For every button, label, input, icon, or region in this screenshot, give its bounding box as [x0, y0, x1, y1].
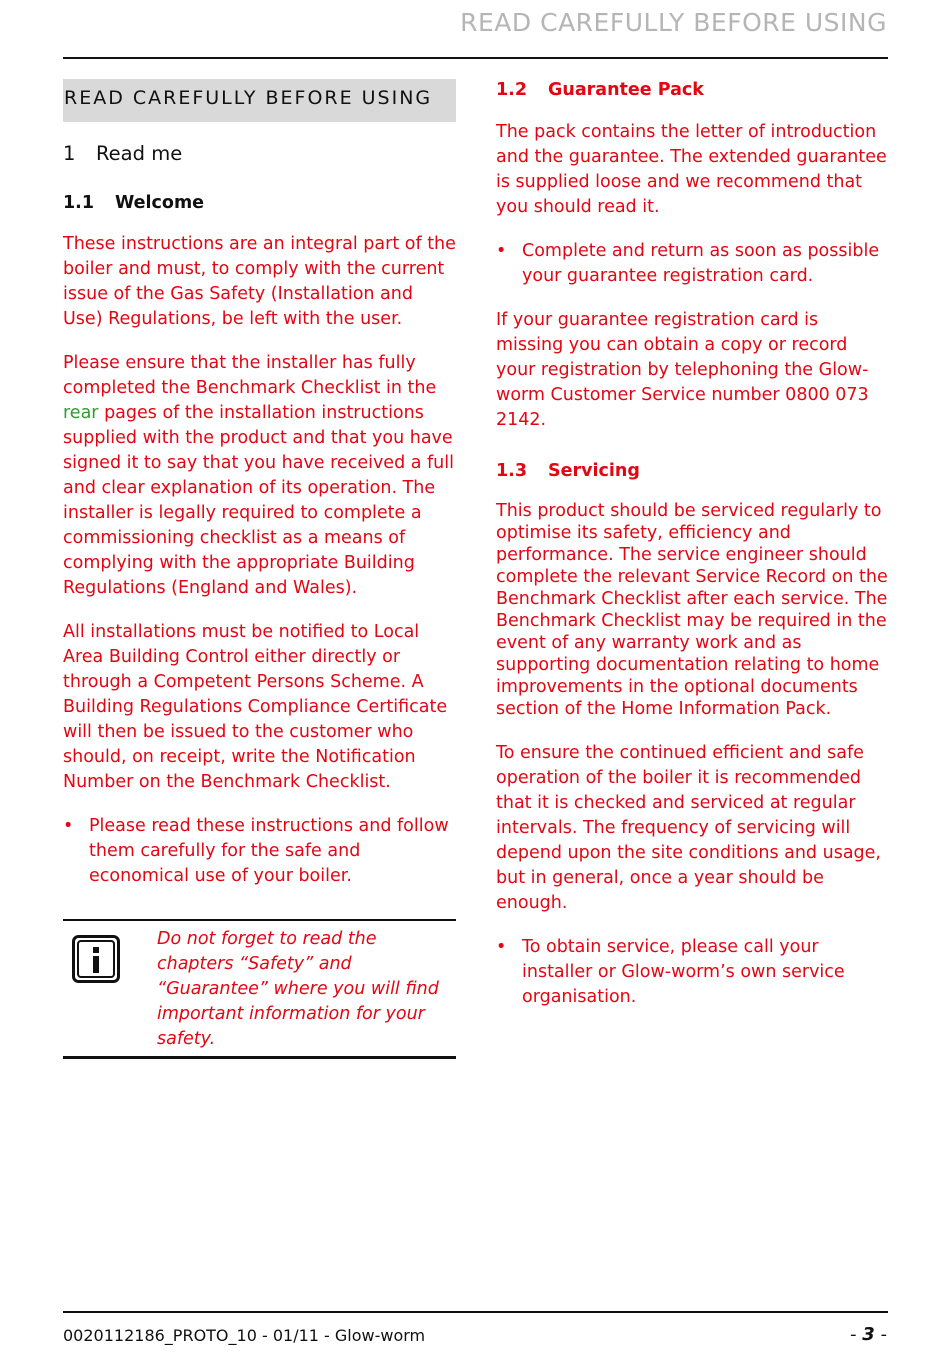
page-number-block: [850, 1324, 887, 1345]
bullet: •: [496, 241, 507, 261]
list-item-text: To obtain service, please call your installer or Glow-worm’s own service organisation.: [522, 937, 845, 1007]
chapter-band: READ CAREFULLY BEFORE USING: [63, 79, 456, 122]
footer-rule: [63, 1311, 888, 1313]
section-1-1-heading: [63, 193, 456, 213]
header-rule: [63, 57, 888, 59]
list-item-text: Complete and return as soon as possible your guarantee registration card.: [522, 241, 880, 286]
section-number: 1.3: [496, 461, 528, 481]
section-number: 1: [63, 142, 76, 165]
welcome-paragraph-1: These instructions are an integral part of the boiler and must, to comply with the current issue of the Gas Safety (Installation and Use) Regulations, be left with the user.: [63, 234, 456, 329]
note-text: Do not forget to read the chapters “Safety” and “Guarantee” where you will find important information for your safety.: [157, 929, 439, 1049]
section-title: Servicing: [548, 461, 640, 481]
info-icon: [72, 935, 120, 983]
left-column: [63, 79, 456, 1059]
section-1-3-heading: [496, 461, 888, 481]
list-item-text: Please read these instructions and follow them carefully for the safe and economical use of your boiler.: [89, 816, 449, 886]
section-number: 1.1: [63, 193, 95, 213]
bullet: •: [63, 816, 74, 836]
guarantee-paragraph-1: The pack contains the letter of introduction and the guarantee. The extended guarantee is supplied loose and we recommend that you should read it.: [496, 122, 887, 217]
highlighted-word: rear: [63, 403, 99, 423]
servicing-paragraph-2: To ensure the continued efficient and safe operation of the boiler it is recommended that it is checked and serviced at regular intervals. The frequency of servicing will depend upon the site conditions and usage, but in general, once a year should be enough.: [496, 743, 881, 913]
paragraph-text: pages of the installation instructions supplied with the product and that you have signed it to say that you have received a full and clear explanation of its operation. The installer is legally required to complete a commissioning checklist as a means of complying with the appropriate Building Regulations (England and Wales).: [63, 403, 454, 598]
section-title: Welcome: [115, 193, 205, 213]
servicing-paragraph-1: This product should be serviced regularly to optimise its safety, efficiency and performance. The service engineer should complete the relevant Service Record on the Benchmark Checklist after each service. The Benchmark Checklist may be required in the event of any warranty work and as supporting documentation relating to home improvements in the optional documents section of the Home Information Pack.: [496, 501, 888, 719]
section-1-heading: [63, 142, 456, 165]
section-1-2-heading: [496, 80, 888, 100]
running-header: READ CAREFULLY BEFORE USING: [460, 8, 887, 37]
list-item: [496, 239, 888, 289]
welcome-paragraph-2: [63, 351, 456, 601]
note-box: [63, 919, 456, 1059]
section-number: 1.2: [496, 80, 528, 100]
welcome-paragraph-3: All installations must be notified to Local Area Building Control either directly or through a Competent Persons Scheme. A Building Regulations Compliance Certificate will then be issued to the customer who should, on receipt, write the Notification Number on the Benchmark Checklist.: [63, 622, 448, 792]
section-title: Read me: [96, 142, 183, 165]
page-number: 3: [862, 1324, 875, 1345]
paragraph-text: Please ensure that the installer has fully completed the Benchmark Checklist in the: [63, 353, 437, 398]
bullet: •: [496, 937, 507, 957]
list-item: [496, 935, 888, 1010]
section-title: Guarantee Pack: [548, 80, 704, 100]
list-item: [63, 814, 456, 889]
right-column: [496, 79, 888, 1010]
guarantee-paragraph-2: If your guarantee registration card is missing you can obtain a copy or record your registration by telephoning the Glow-worm Customer Service number 0800 073 2142.: [496, 310, 869, 430]
document-reference: 0020112186_PROTO_10 - 01/11 - Glow-worm: [63, 1326, 426, 1345]
page-dash: -: [874, 1324, 887, 1345]
page-dash: -: [850, 1324, 863, 1345]
